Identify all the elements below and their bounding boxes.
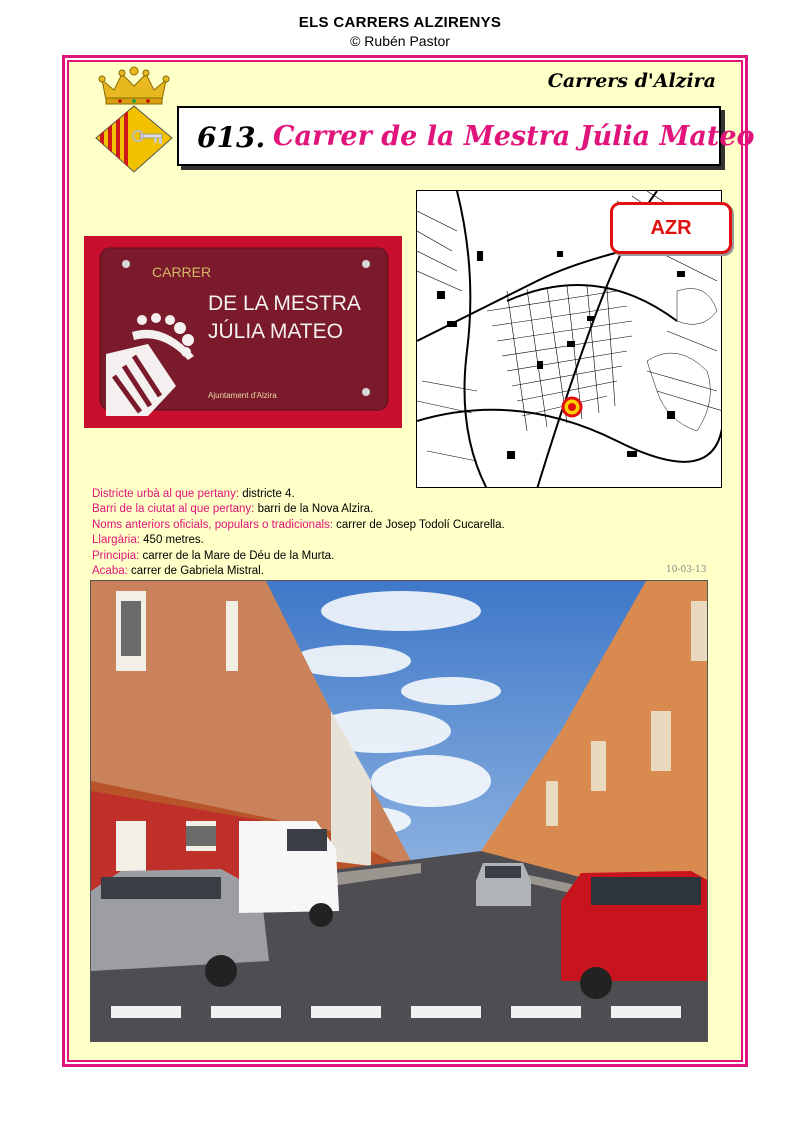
document-title: ELS CARRERS ALZIRENYS	[298, 14, 502, 31]
sign-footer: Ajuntament d'Alzira	[208, 391, 277, 400]
info-row: Principia: carrer de la Mare de Déu de la Murta.	[92, 549, 335, 562]
alzira-coat-of-arms	[92, 66, 176, 174]
street-sign-photo	[84, 236, 402, 428]
street-number: 613.	[197, 121, 266, 154]
district-badge: AZR	[610, 202, 732, 254]
silver-car-icon	[476, 863, 531, 906]
parked-van-icon	[239, 821, 339, 927]
sign-line-1: DE LA MESTRA	[208, 292, 361, 315]
info-row: Districte urbà al que pertany: districte 4.	[92, 488, 295, 500]
shield-icon	[96, 106, 172, 174]
info-row: Noms anteriors oficials, populars o tradicionals: carrer de Josep Todolí Cucarella.	[92, 518, 505, 531]
street-photo-scene	[91, 581, 708, 1042]
photo-date: 10-03-13	[666, 565, 707, 575]
street-title-box	[177, 106, 755, 166]
street-info	[92, 487, 505, 579]
info-row: Acaba: carrer de Gabriela Mistral.	[92, 565, 264, 578]
sign-line-2: JÚLIA MATEO	[208, 320, 343, 343]
document-author: © Rubén Pastor	[350, 33, 450, 49]
street-name: Carrer de la Mestra Júlia Mateo	[273, 121, 755, 152]
sign-word-carrer: CARRER	[152, 264, 212, 280]
info-row: Llargària: 450 metres.	[92, 534, 204, 547]
crown-icon	[99, 67, 169, 104]
street-photo	[90, 580, 708, 1042]
section-label: Carrers d'Alzira	[547, 70, 716, 92]
info-row: Barri de la ciutat al que pertany: barri de la Nova Alzira.	[92, 503, 374, 516]
document-header	[0, 14, 800, 49]
red-car-icon	[561, 871, 708, 999]
